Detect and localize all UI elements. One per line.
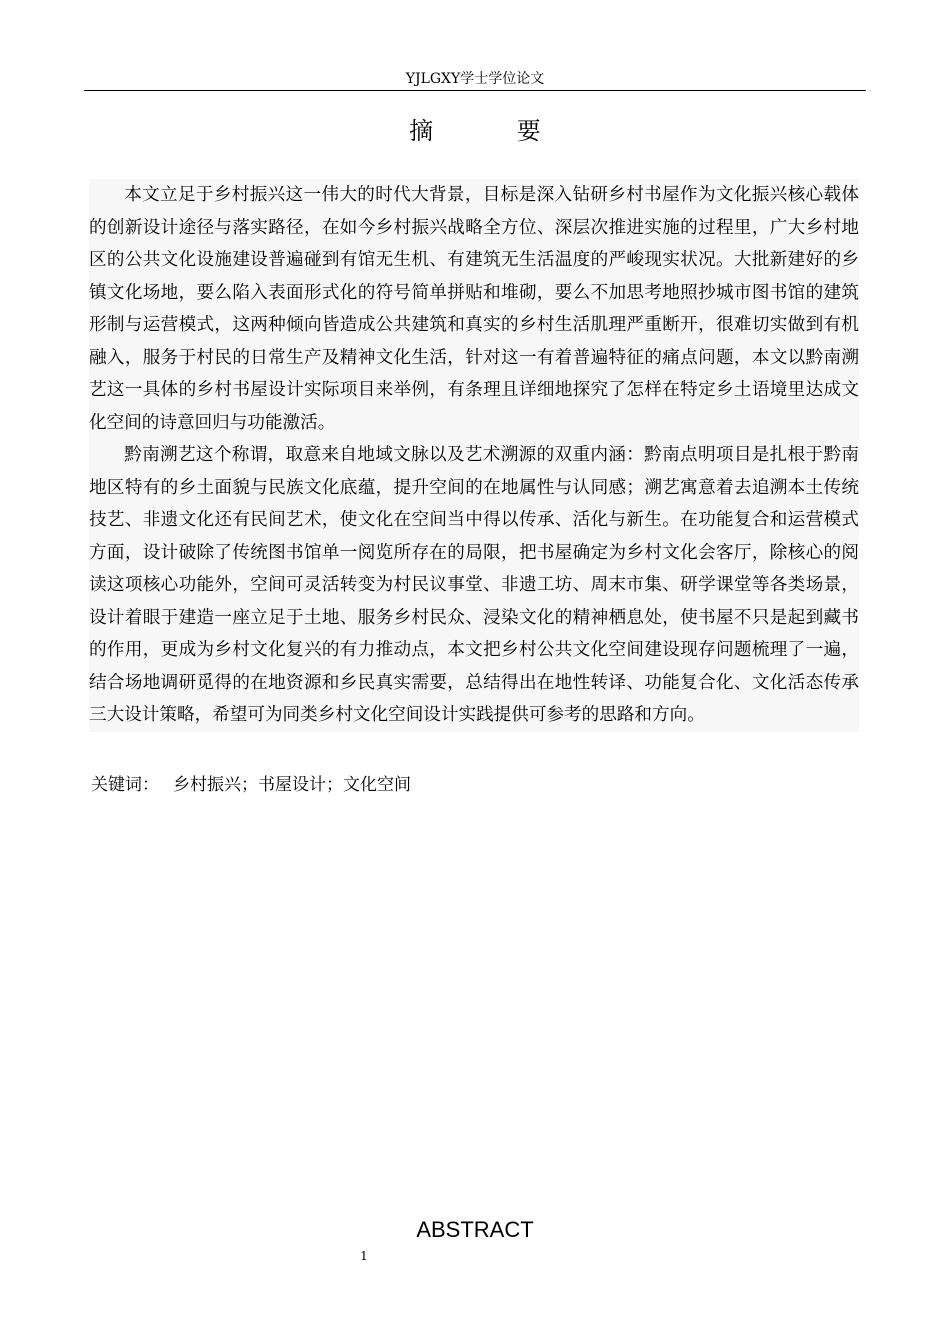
keywords-line xyxy=(91,771,411,799)
abstract-body xyxy=(89,179,859,732)
abstract-paragraph-1: 本文立足于乡村振兴这一伟大的时代大背景，目标是深入钻研乡村书屋作为文化振兴核心载体的创新设计途径与落实路径，在如今乡村振兴战略全方位、深层次推进实施的过程里，广大乡村地区的公共文化设施建设普遍碰到有馆无生机、有建筑无生活温度的严峻现实状况。大批新建好的乡镇文化场地，要么陷入表面形式化的符号简单拼贴和堆砌，要么不加思考地照抄城市图书馆的建筑形制与运营模式，这两种倾向皆造成公共建筑和真实的乡村生活肌理严重断开，很难切实做到有机融入，服务于村民的日常生产及精神文化生活，针对这一有着普遍特征的痛点问题，本文以黔南溯艺这一具体的乡村书屋设计实际项目来举例，有条理且详细地探究了怎样在特定乡土语境里达成文化空间的诗意回归与功能激活。 xyxy=(89,185,859,433)
running-header: YJLGXY学士学位论文 xyxy=(405,71,545,87)
header-divider xyxy=(84,90,866,91)
keywords-label: 关键词： xyxy=(91,775,159,795)
abstract-paragraph-2: 黔南溯艺这个称谓，取意来自地域文脉以及艺术溯源的双重内涵：黔南点明项目是扎根于黔南地区特有的乡土面貌与民族文化底蕴，提升空间的在地属性与认同感；溯艺寓意着去追溯本土传统技艺、非遗文化还有民间艺术，使文化在空间当中得以传承、活化与新生。在功能复合和运营模式方面，设计破除了传统图书馆单一阅览所存在的局限，把书屋确定为乡村文化会客厅，除核心的阅读这项核心功能外，空间可灵活转变为村民议事堂、非遗工坊、周末市集、研学课堂等各类场景，设计着眼于建造一座立足于土地、服务乡村民众、浸染文化的精神栖息处，使书屋不只是起到藏书的作用，更成为乡村文化复兴的有力推动点，本文把乡村公共文化空间建设现存问题梳理了一遍，结合场地调研觅得的在地资源和乡民真实需要，总结得出在地性转译、功能复合化、文化活态传承三大设计策略，希望可为同类乡村文化空间设计实践提供可参考的思路和方向。 xyxy=(89,445,859,725)
abstract-title: 摘 要 xyxy=(409,117,579,145)
english-abstract-heading: ABSTRACT xyxy=(416,1217,534,1242)
keywords-text: 乡村振兴；书屋设计；文化空间 xyxy=(173,775,411,795)
page-number: 1 xyxy=(360,1249,368,1263)
